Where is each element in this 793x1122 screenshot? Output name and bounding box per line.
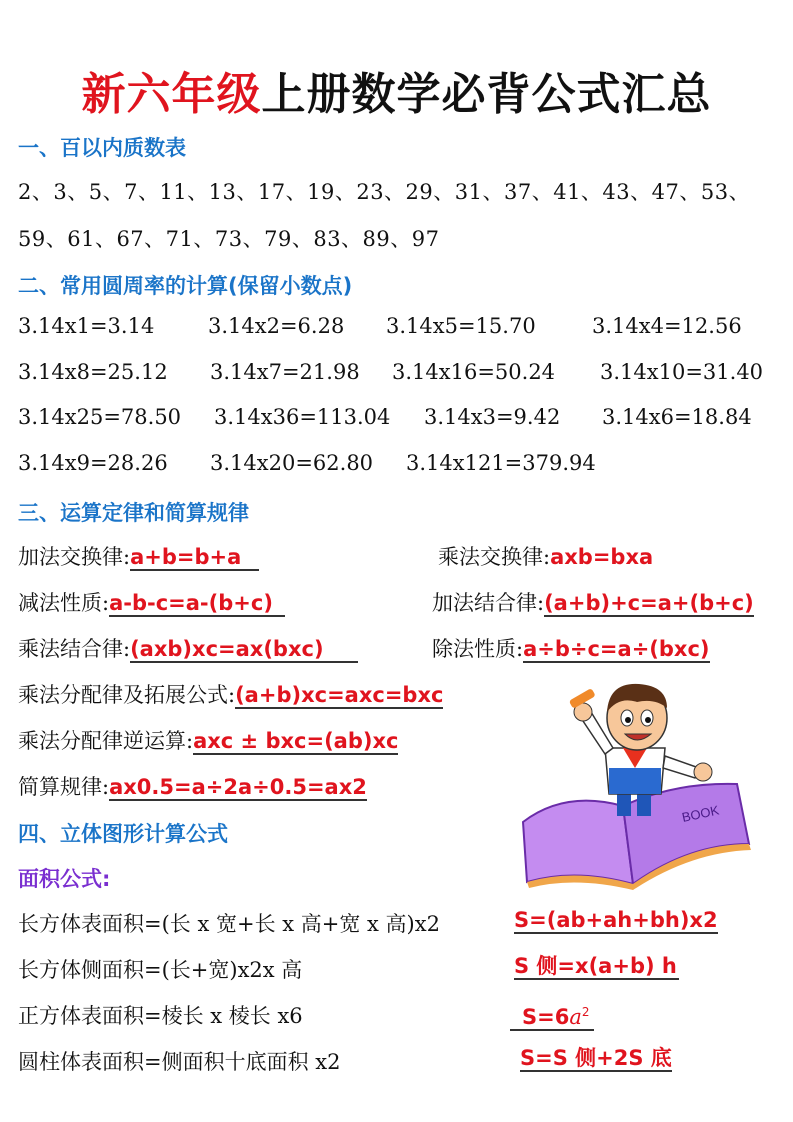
title-black-part: 上册数学必背公式汇总	[261, 69, 712, 120]
section-3-heading: 三、运算定律和简算规律	[18, 501, 249, 525]
law-item	[432, 587, 754, 617]
pi-cell: 3.14x2=6.28	[208, 314, 345, 338]
law-item	[18, 633, 358, 663]
law-label: 除法性质:	[432, 637, 524, 661]
law-label: 简算规律:	[18, 775, 110, 799]
area-formula-text: 圆柱体表面积=侧面积十底面积 x2	[18, 1050, 341, 1074]
pi-cell: 3.14x6=18.84	[602, 405, 752, 429]
cube-formula-exponent: 2	[581, 1005, 590, 1019]
law-formula: axc ± bxc=(ab)xc	[193, 729, 399, 753]
pi-cell: 3.14x36=113.04	[214, 405, 391, 429]
primes-line-1: 2、3、5、7、11、13、17、19、23、29、31、37、41、43、47、53、	[18, 180, 751, 204]
pi-cell: 3.14x7=21.98	[210, 360, 360, 384]
law-formula: a+b=b+a	[130, 545, 259, 571]
law-label: 加法结合律:	[432, 591, 545, 615]
page-title	[0, 58, 793, 122]
boy-reading-book-illustration	[505, 672, 767, 894]
pi-cell: 3.14x20=62.80	[210, 451, 374, 475]
law-item	[438, 541, 653, 571]
area-formula-symbolic: S=(ab+ah+bh)x2	[514, 908, 718, 932]
area-formula-symbolic	[510, 1000, 594, 1031]
law-item	[18, 771, 367, 801]
cube-formula-base: S=6	[522, 1005, 570, 1029]
area-formula-symbolic: S 侧=x(a+b) h	[514, 954, 677, 978]
title-red-part: 新六年级	[81, 69, 262, 120]
pi-cell: 3.14x25=78.50	[18, 405, 182, 429]
law-label: 乘法结合律:	[18, 637, 131, 661]
law-formula: (a+b)xc=axc=bxc	[235, 683, 444, 707]
section-2-heading: 二、常用圆周率的计算(保留小数点)	[18, 274, 353, 298]
section-1-heading: 一、百以内质数表	[18, 136, 186, 160]
pi-cell: 3.14x3=9.42	[424, 405, 561, 429]
pi-cell: 3.14x4=12.56	[592, 314, 742, 338]
law-label: 乘法交换律:	[438, 545, 551, 569]
area-formula-text: 正方体表面积=棱长 x 棱长 x6	[18, 1004, 303, 1028]
law-item	[18, 679, 443, 709]
area-formula-text: 长方体表面积=(长 x 宽+长 x 高+宽 x 高)x2	[18, 912, 440, 936]
pi-cell: 3.14x5=15.70	[386, 314, 536, 338]
cube-formula-variable: a	[569, 1005, 582, 1029]
law-label: 减法性质:	[18, 591, 110, 615]
section-4-heading: 四、立体图形计算公式	[18, 822, 228, 846]
law-formula: a-b-c=a-(b+c)	[109, 591, 285, 617]
law-formula: (a+b)+c=a+(b+c)	[544, 591, 754, 615]
primes-line-2: 59、61、67、71、73、79、83、89、97	[18, 227, 440, 251]
pi-cell: 3.14x121=379.94	[406, 451, 596, 475]
law-label: 乘法分配律及拓展公式:	[18, 683, 236, 707]
law-item	[18, 587, 285, 617]
law-item	[18, 725, 398, 755]
law-formula: a÷b÷c=a÷(bxc)	[523, 637, 710, 661]
area-formula-subheading: 面积公式:	[18, 867, 111, 891]
law-label: 加法交换律:	[18, 545, 131, 569]
pi-cell: 3.14x8=25.12	[18, 360, 168, 384]
pi-cell: 3.14x10=31.40	[600, 360, 764, 384]
pi-cell: 3.14x1=3.14	[18, 314, 155, 338]
law-formula: axb=bxa	[550, 545, 654, 569]
law-item	[432, 633, 710, 663]
area-formula-text: 长方体侧面积=(长+宽)x2x 高	[18, 958, 303, 982]
law-label: 乘法分配律逆运算:	[18, 729, 194, 753]
pi-cell: 3.14x16=50.24	[392, 360, 556, 384]
law-item	[18, 541, 259, 571]
law-formula: (axb)xc=ax(bxc)	[130, 637, 357, 663]
pi-cell: 3.14x9=28.26	[18, 451, 168, 475]
svg-text:BOOK: BOOK	[680, 802, 721, 825]
law-formula: ax0.5=a÷2a÷0.5=ax2	[109, 775, 367, 799]
area-formula-symbolic: S=S 侧+2S 底	[520, 1046, 672, 1070]
